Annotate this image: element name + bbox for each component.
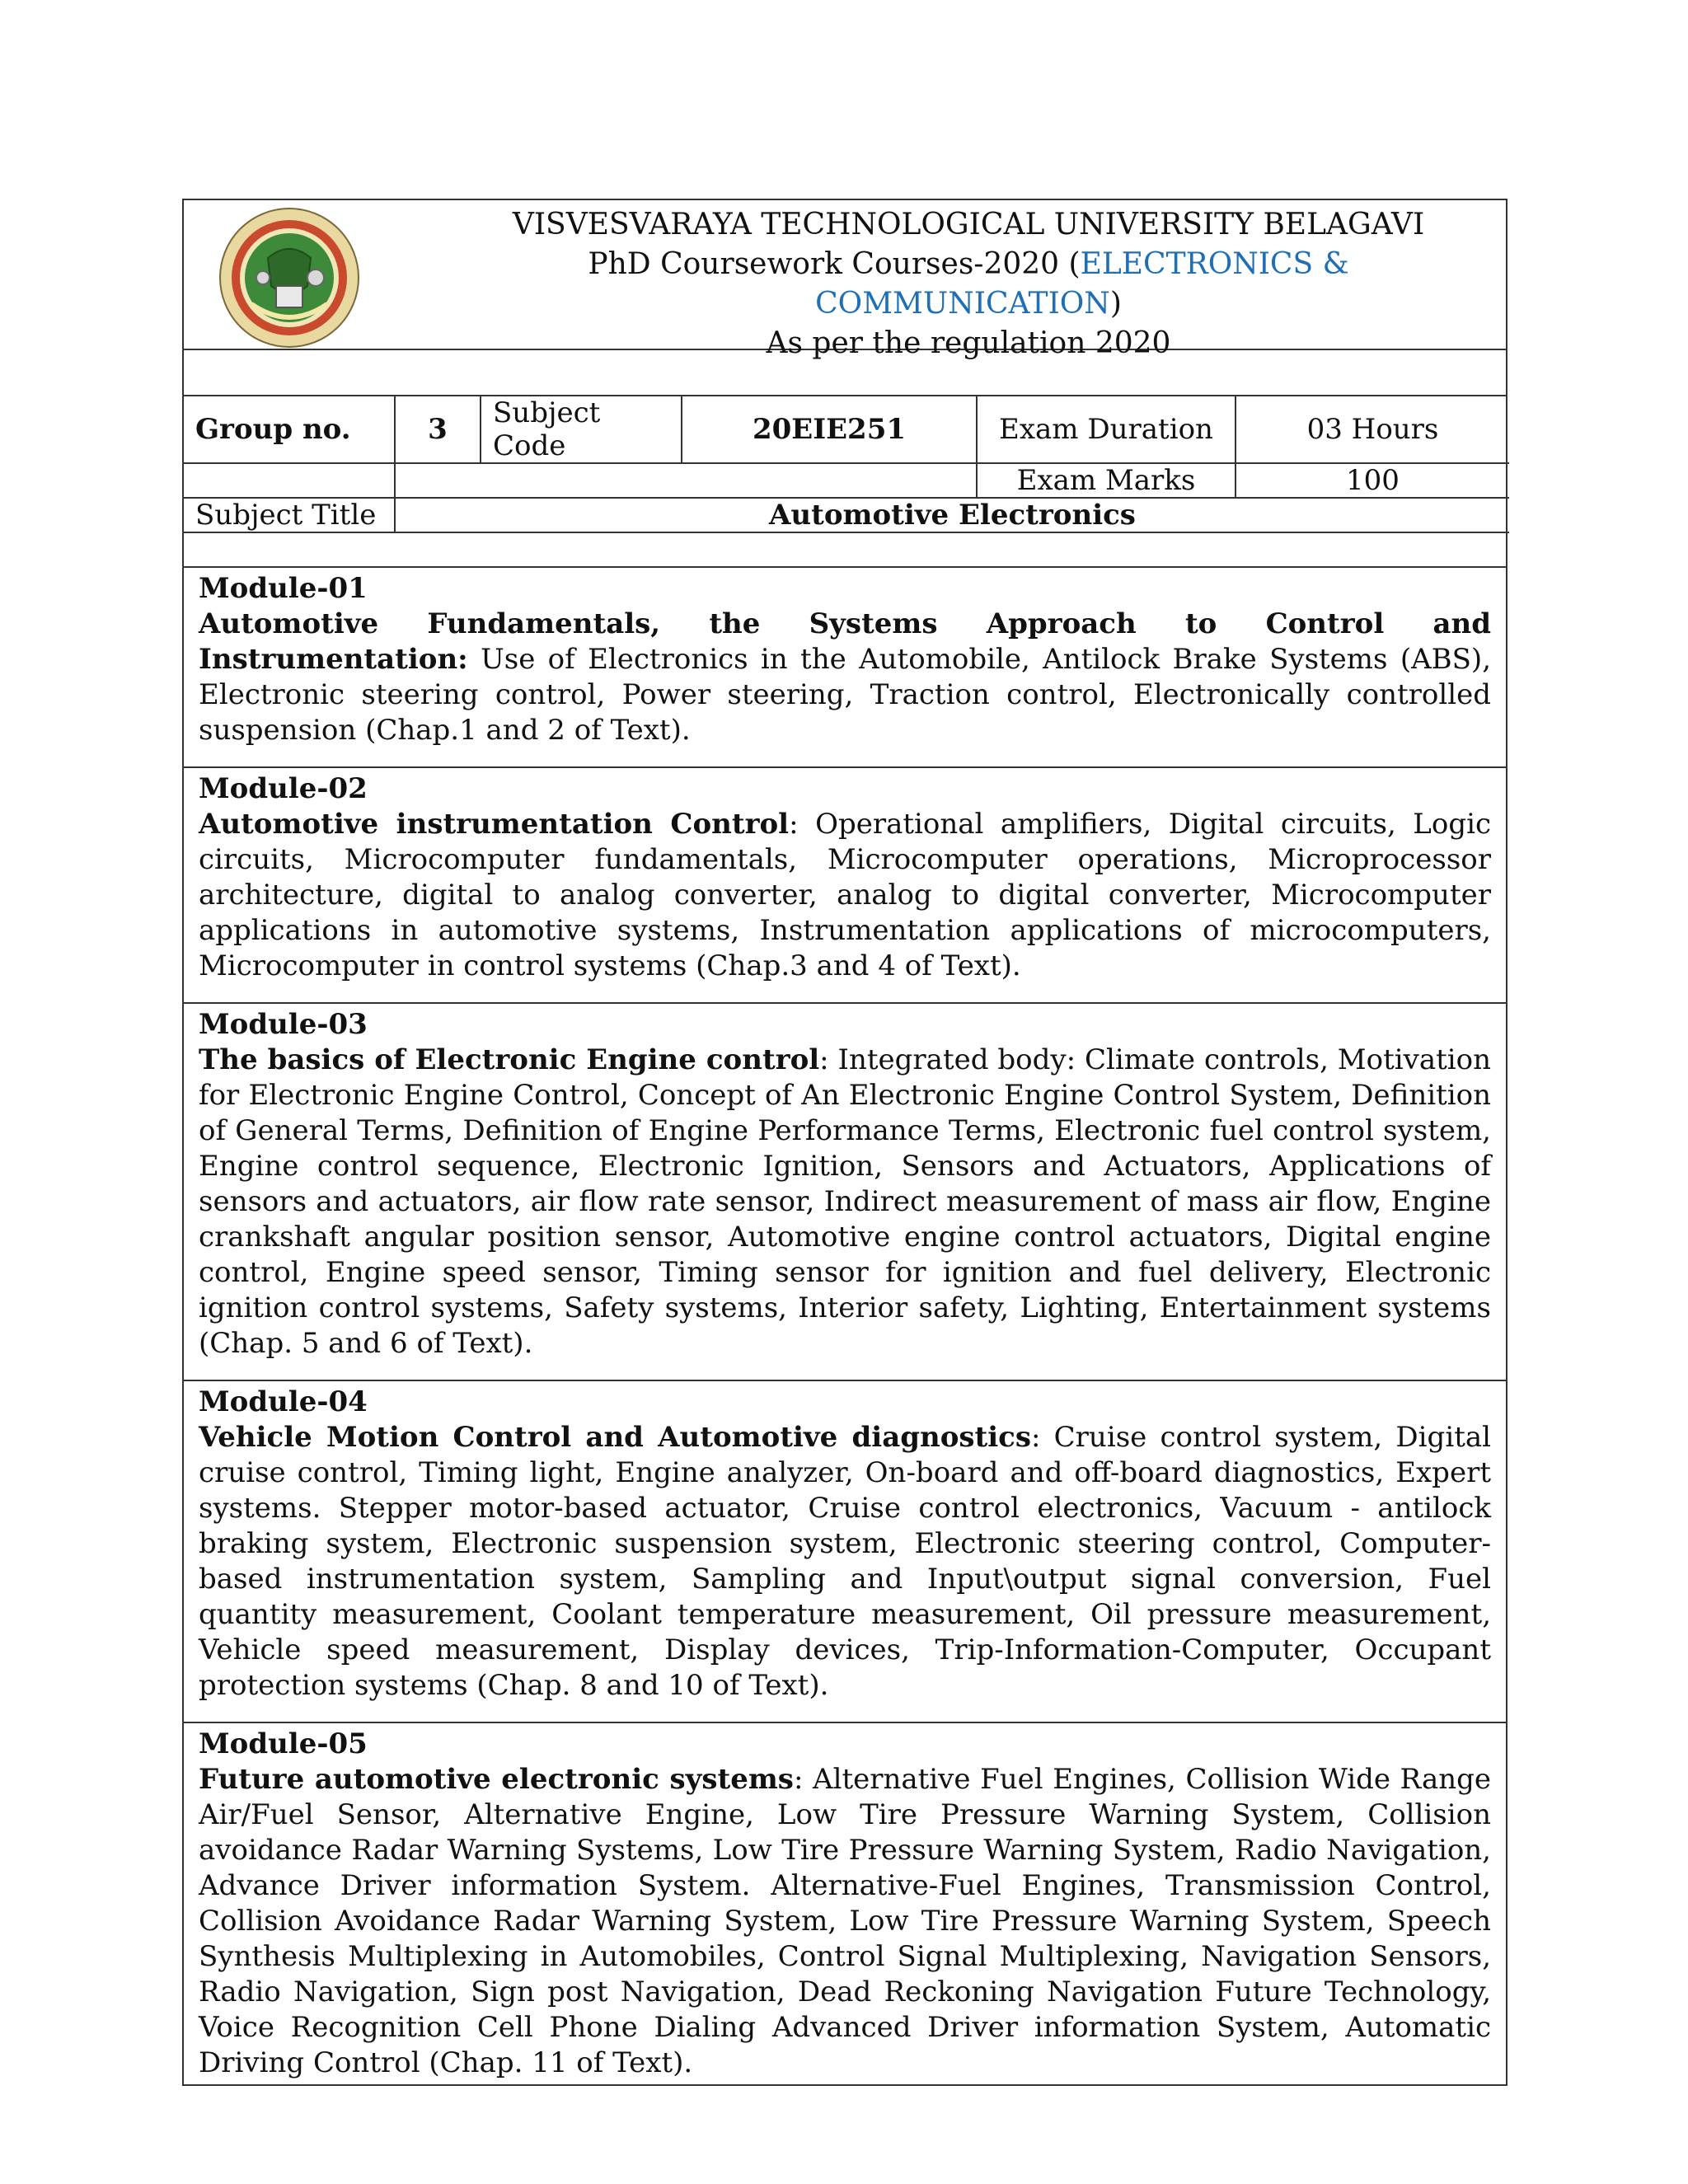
subject-title-value: Automotive Electronics	[395, 498, 1509, 532]
university-seal-logo	[218, 207, 360, 349]
regulation-line: As per the regulation 2020	[766, 326, 1171, 360]
module-body: : Cruise control system, Digital cruise control, Timing light, Engine analyzer, On-board and off-board diagnostics, Expert systems. Stepper motor-based actuator, Cruise control electronics, Vacuum - antilock braking system, Electronic suspension system, Electronic steering control, Computer-based instrumentation system, Sampling and Input\output signal conversion, Fuel quantity measurement, Coolant temperature measurement, Oil pressure measurement, Vehicle speed measurement, Display devices, Trip-Information-Computer, Occupant protection systems (Chap. 8 and 10 of Text).	[199, 1421, 1491, 1702]
module-body: : Alternative Fuel Engines, Collision Wide Range Air/Fuel Sensor, Alternative Engine, Low Tire Pressure Warning System, Collision avoidance Radar Warning Systems, Low Tire Pressure Warning System, Radio Navigation, Advance Driver information System. Alternative-Fuel Engines, Transmission Control, Collision Avoidance Radar Warning System, Low Tire Pressure Warning System, Speech Synthesis Multiplexing in Automobiles, Control Signal Multiplexing, Navigation Sensors, Radio Navigation, Sign post Navigation, Dead Reckoning Navigation Future Technology, Voice Recognition Cell Phone Dialing Advanced Driver information System, Automatic Driving Control (Chap. 11 of Text).	[199, 1763, 1491, 2079]
empty-cell	[184, 463, 395, 498]
module-heading: Automotive Fundamentals, the Systems Approach to Control and Instrumentation:	[199, 607, 1491, 676]
subject-title-label: Subject Title	[184, 498, 395, 532]
module-02	[184, 768, 1506, 1004]
exam-marks-value: 100	[1236, 463, 1509, 498]
module-title: Module-02	[199, 772, 368, 805]
subject-code-value: 20EIE251	[682, 396, 977, 463]
group-value: 3	[395, 396, 481, 463]
module-body: Use of Electronics in the Automobile, Antilock Brake Systems (ABS), Electronic steering control, Power steering, Traction control, Electronically controlled suspension (Chap.1 and 2 of Text).	[199, 643, 1491, 747]
module-01	[184, 568, 1506, 768]
university-name: VISVESVARAYA TECHNOLOGICAL UNIVERSITY BELAGAVI	[512, 208, 1425, 241]
header-text	[431, 205, 1506, 363]
course-prefix: PhD Coursework Courses-2020 (	[588, 247, 1081, 281]
module-04	[184, 1381, 1506, 1723]
course-info-table	[184, 396, 1509, 533]
course-suffix: )	[1109, 287, 1122, 321]
module-title: Module-04	[199, 1385, 368, 1418]
module-title: Module-01	[199, 572, 368, 605]
info-row-3	[184, 498, 1509, 532]
module-heading: Future automotive electronic systems	[199, 1763, 794, 1796]
group-label: Group no.	[184, 396, 395, 463]
module-03	[184, 1004, 1506, 1381]
syllabus-sheet	[182, 199, 1507, 2086]
module-content	[199, 1420, 1491, 1704]
info-row-2	[184, 463, 1509, 498]
info-row-1	[184, 396, 1509, 463]
subject-code-label: Subject Code	[481, 396, 682, 463]
module-heading: Automotive instrumentation Control	[199, 808, 790, 841]
module-heading: The basics of Electronic Engine control	[199, 1043, 820, 1076]
module-content	[199, 1043, 1491, 1361]
branch-name: ELECTRONICS & COMMUNICATION	[815, 247, 1349, 321]
exam-duration-label: Exam Duration	[977, 396, 1236, 463]
document-header	[184, 200, 1506, 360]
exam-duration-value: 03 Hours	[1236, 396, 1509, 463]
exam-marks-label: Exam Marks	[977, 463, 1236, 498]
module-body: : Integrated body: Climate controls, Motivation for Electronic Engine Control, Concept of An Electronic Engine Control System, Definition of General Terms, Definition of Engine Performance Terms, Electronic fuel control system, Engine control sequence, Electronic Ignition, Sensors and Actuators, Applications of sensors and actuators, air flow rate sensor, Indirect measurement of mass air flow, Engine crankshaft angular position sensor, Automotive engine control actuators, Digital engine control, Engine speed sensor, Timing sensor for ignition and fuel delivery, Electronic ignition control systems, Safety systems, Interior safety, Lighting, Entertainment systems (Chap. 5 and 6 of Text).	[199, 1043, 1491, 1360]
module-content	[199, 1762, 1491, 2081]
module-body: : Operational amplifiers, Digital circuits, Logic circuits, Microcomputer fundamentals, Microcomputer operations, Microprocessor architecture, digital to analog converter, analog to digital converter, Microcomputer applications in automotive systems, Instrumentation applications of microcomputers, Microcomputer in control systems (Chap.3 and 4 of Text).	[199, 808, 1492, 982]
module-05	[184, 1723, 1506, 2084]
module-title: Module-05	[199, 1727, 368, 1760]
empty-cell	[395, 463, 977, 498]
module-content	[199, 807, 1491, 984]
course-line	[431, 245, 1506, 324]
module-content	[199, 607, 1491, 748]
module-heading: Vehicle Motion Control and Automotive diagnostics	[199, 1421, 1032, 1454]
module-title: Module-03	[199, 1008, 368, 1041]
blank-row	[184, 533, 1506, 568]
